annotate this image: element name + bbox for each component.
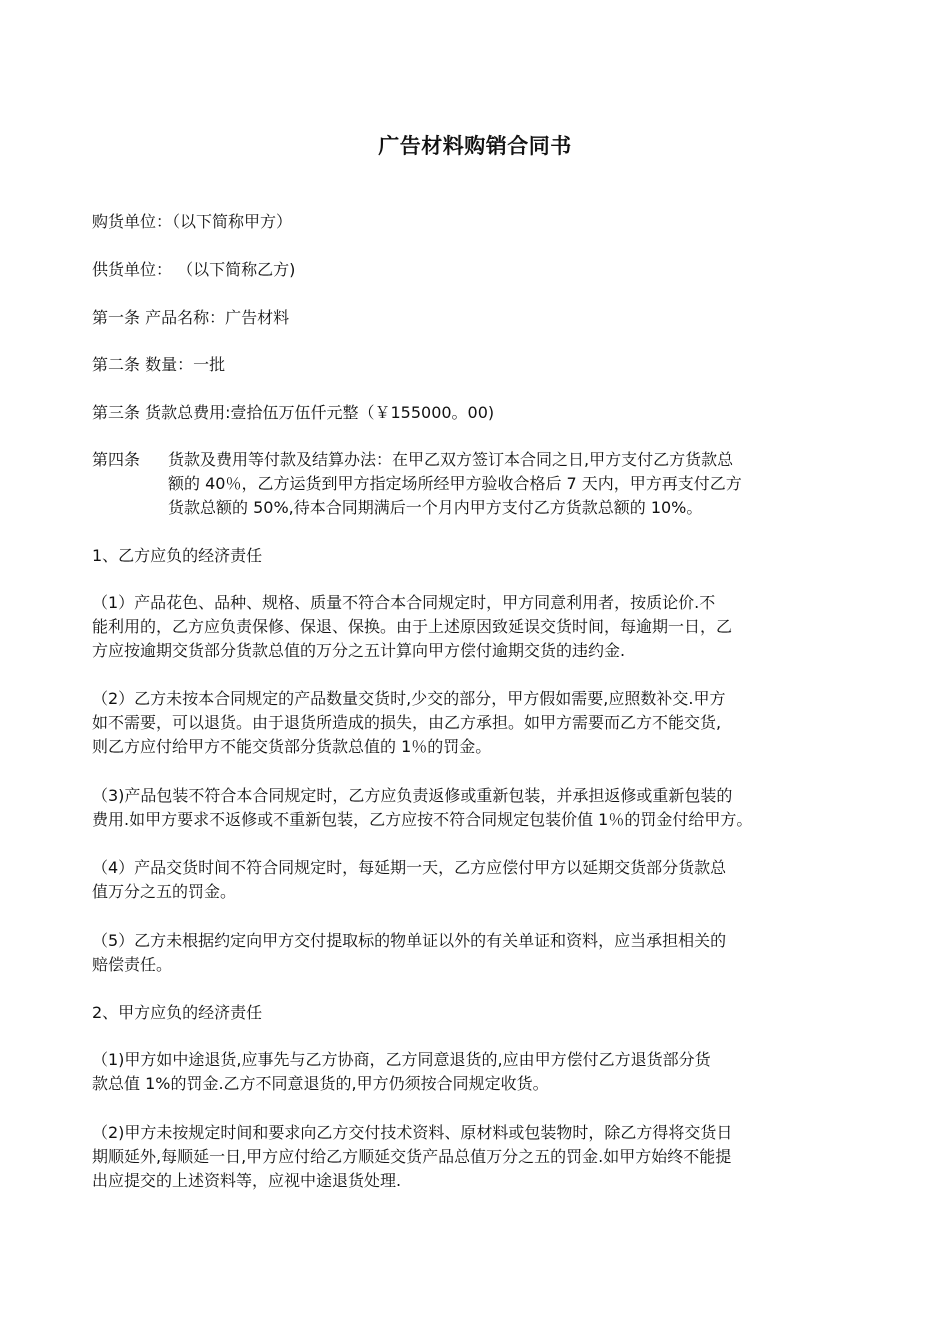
clause-line: 方应按逾期交货部分货款总值的万分之五计算向甲方偿付逾期交货的违约金. <box>92 641 626 660</box>
clause-line: 如不需要，可以退货。由于退货所造成的损失，由乙方承担。如甲方需要而乙方不能交货, <box>92 713 722 732</box>
clause-line: （2）乙方未按本合同规定的产品数量交货时,少交的部分，甲方假如需要,应照数补交.甲方 <box>92 689 726 708</box>
article-4-line: 额的 40％，乙方运货到甲方指定场所经甲方验收合格后 7 天内，甲方再支付乙方 <box>168 474 742 493</box>
article-1: 第一条 产品名称：广告材料 <box>92 308 290 327</box>
article-4-line: 货款总额的 50%,待本合同期满后一个月内甲方支付乙方货款总额的 10%。 <box>168 498 703 517</box>
clause-line: （5）乙方未根据约定向甲方交付提取标的物单证以外的有关单证和资料，应当承担相关的 <box>92 931 727 950</box>
clause-line: （4）产品交货时间不符合同规定时，每延期一天，乙方应偿付甲方以延期交货部分货款总 <box>92 858 727 877</box>
clause-line: 费用.如甲方要求不返修或不重新包装，乙方应按不符合同规定包装价值 1％的罚金付给甲方。 <box>92 810 753 829</box>
section-1-clause-1 <box>92 591 872 663</box>
section-1-clause-5 <box>92 929 872 977</box>
document-title: 广告材料购销合同书 <box>378 134 572 158</box>
article-2: 第二条 数量：一批 <box>92 355 226 374</box>
section-2-heading: 2、甲方应负的经济责任 <box>92 1003 263 1022</box>
section-1-heading: 1、乙方应负的经济责任 <box>92 546 263 565</box>
clause-line: （1）产品花色、品种、规格、质量不符合本合同规定时，甲方同意利用者，按质论价.不 <box>92 593 716 612</box>
clause-line: 则乙方应付给甲方不能交货部分货款总值的 1％的罚金。 <box>92 737 492 756</box>
clause-line: 赔偿责任。 <box>92 955 173 974</box>
article-4-line: 货款及费用等付款及结算办法：在甲乙双方签订本合同之日,甲方支付乙方货款总 <box>168 450 734 469</box>
clause-line: 出应提交的上述资料等，应视中途退货处理. <box>92 1171 402 1190</box>
section-1-clause-4 <box>92 856 872 904</box>
clause-line: 值万分之五的罚金。 <box>92 882 237 901</box>
clause-line: 期顺延外,每顺延一日,甲方应付给乙方顺延交货产品总值万分之五的罚金.如甲方始终不能提 <box>92 1147 732 1166</box>
section-1-clause-2 <box>92 687 872 759</box>
article-4-label: 第四条 <box>92 450 141 469</box>
clause-line: 能利用的，乙方应负责保修、保退、保换。由于上述原因致延误交货时间，每逾期一日，乙 <box>92 617 733 636</box>
clause-line: 款总值 1%的罚金.乙方不同意退货的,甲方仍须按合同规定收货。 <box>92 1074 549 1093</box>
section-2-clause-1 <box>92 1048 872 1096</box>
supplier-line: 供货单位： （以下简称乙方) <box>92 260 296 279</box>
buyer-line: 购货单位：（以下简称甲方） <box>92 212 293 231</box>
clause-line: （3)产品包装不符合本合同规定时，乙方应负责返修或重新包装，并承担返修或重新包装的 <box>92 786 733 805</box>
article-3: 第三条 货款总费用:壹拾伍万伍仟元整（￥155000。00) <box>92 403 495 422</box>
clause-line: （2)甲方未按规定时间和要求向乙方交付技术资料、原材料或包装物时，除乙方得将交货日 <box>92 1123 733 1142</box>
section-1-clause-3 <box>92 784 872 832</box>
section-2-clause-2 <box>92 1121 872 1193</box>
article-4-body <box>168 448 868 520</box>
clause-line: （1)甲方如中途退货,应事先与乙方协商，乙方同意退货的,应由甲方偿付乙方退货部分货 <box>92 1050 711 1069</box>
